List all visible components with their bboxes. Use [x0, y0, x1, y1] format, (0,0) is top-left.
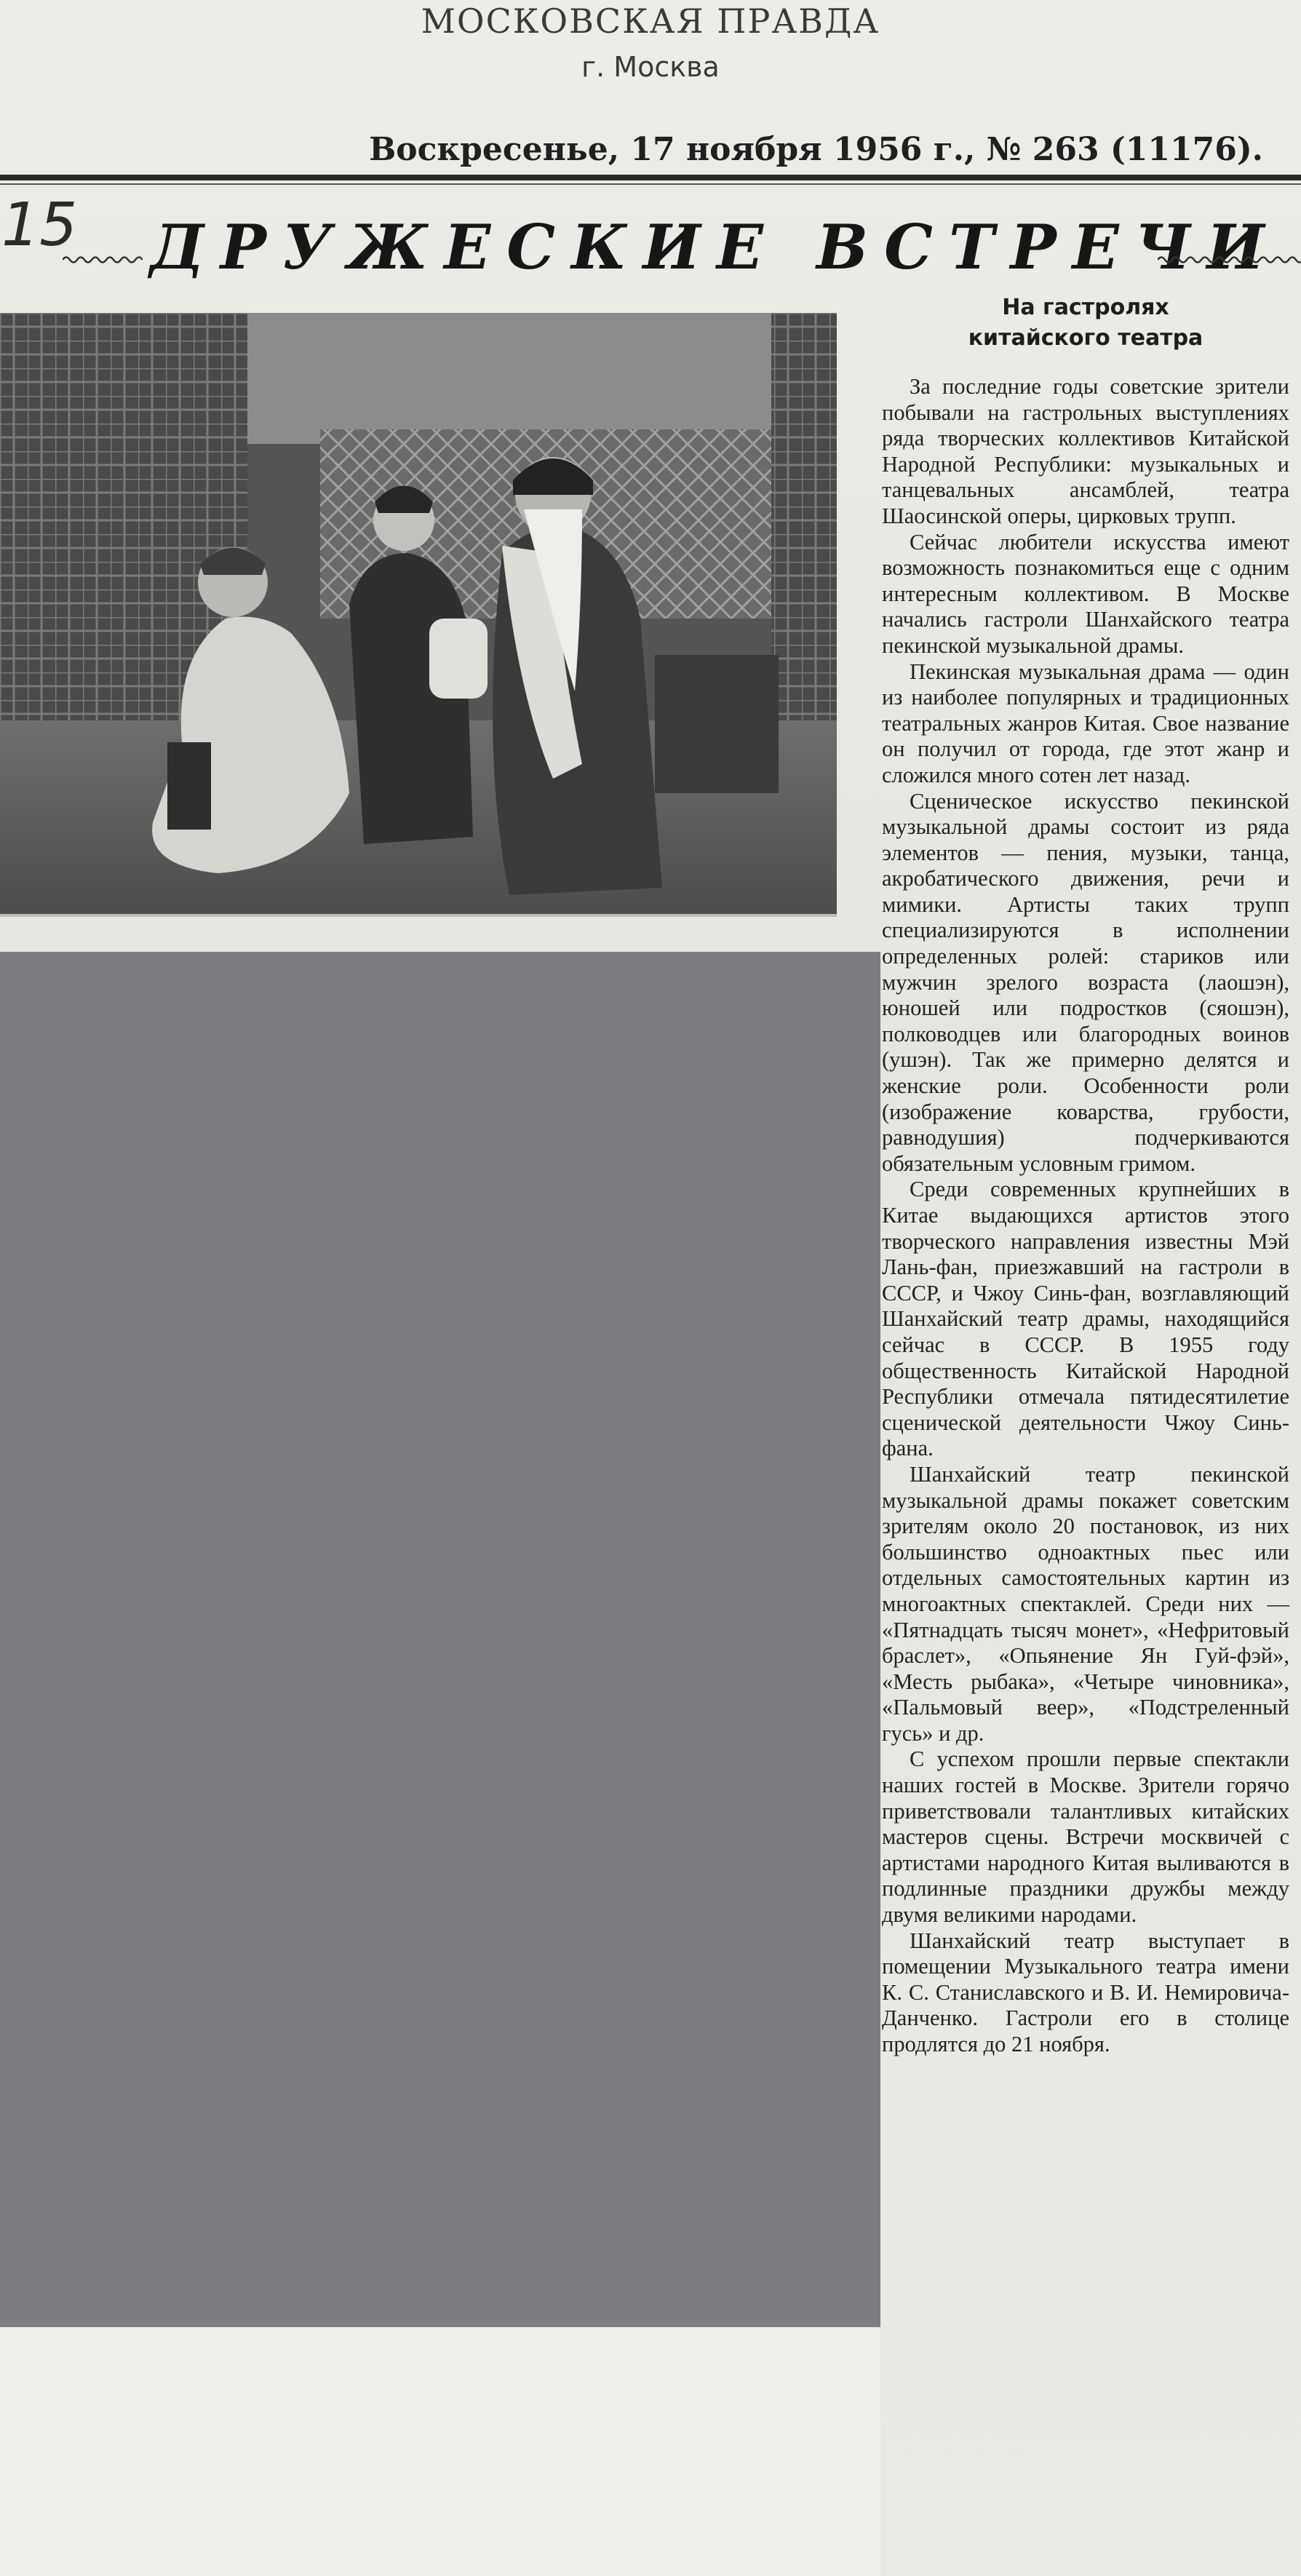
city-label: г. Москва — [581, 51, 720, 83]
masthead-rule-thick — [0, 175, 1301, 180]
headline-block — [33, 211, 1301, 291]
bottom-paper-strip — [0, 2327, 880, 2576]
article-paragraph: Шанхайский театр выступает в помещении Музыкального театра имени К. С. Станиславского и В. И. Немировича-Данченко. Гастроли его в столице продлятся до 21 ноября. — [882, 1928, 1289, 2056]
article-paragraph: Сценическое искусство пекинской музыкальной драмы состоит из ряда элементов — пения, музыки, танца, акробатического движения, речи и мимики. Артисты таких трупп специализируются в исполнении определенных ролей: стариков или мужчин зрелого возраста (лаошэн), юношей или подростков (сяошэн), полководцев или благородных воинов (ушэн). Так же примерно делятся и женские роли. Особенности роли (изображение коварства, грубости, равнодушия) подчеркиваются обязательным условным гримом. — [882, 788, 1289, 1176]
dateline: Воскресенье, 17 ноября 1956 г., № 263 (11176). — [369, 131, 1263, 168]
masthead — [0, 0, 1301, 182]
wavy-rule-left — [63, 255, 143, 265]
article-paragraph: С успехом прошли первые спектакли наших гостей в Москве. Зрители горячо приветствовали талантливых китайских мастеров сцены. Встречи москвичей с артистами народного Китая выливаются в подлинные праздники дружбы между двумя великими народами. — [882, 1746, 1289, 1928]
article-paragraph: Сейчас любители искусства имеют возможность познакомиться еще с одним интересным коллективом. В Москве начались гастроли Шанхайского театра пекинской музыкальной драмы. — [882, 529, 1289, 658]
article-body — [882, 374, 1289, 2058]
headline: ДРУЖЕСКИЕ ВСТРЕЧИ — [150, 211, 1281, 283]
grey-backing-board — [0, 952, 880, 2327]
article-column — [882, 293, 1289, 2058]
article-paragraph: Шанхайский театр пекинской музыкальной драмы покажет советским зрителям около 20 постановок, из них большинство одноактных пьес или отдельных самостоятельных картин из многоактных спектаклей. Среди них — «Пятнадцать тысяч монет», «Нефритовый браслет», «Опьянение Ян Гуй-фэй», «Месть рыбака», «Четыре чиновника», «Пальмовый веер», «Подстреленный гусь» и др. — [882, 1461, 1289, 1746]
wavy-rule-right — [1158, 255, 1301, 265]
stage-photo — [0, 313, 837, 917]
article-paragraph: За последние годы советские зрители побывали на гастрольных выступлениях ряда творческих коллективов Китайской Народной Республики: музыкальных и танцевальных ансамблей, театра Шаосинской оперы, цирковых трупп. — [882, 374, 1289, 528]
stage-photo-illustration — [0, 313, 837, 917]
masthead-rule-thin — [0, 183, 1301, 185]
handwritten-page-mark: 15 — [1, 191, 78, 260]
article-kicker: На гастролях китайского театра — [968, 295, 1203, 351]
newspaper-name: МОСКОВСКАЯ ПРАВДА — [421, 1, 880, 41]
article-paragraph: Среди современных крупнейших в Китае выдающихся артистов этого творческого направления известны Мэй Лань-фан, приезжавший на гастроли в СССР, и Чжоу Синь-фан, возглавляющий Шанхайский театр драмы, находящийся сейчас в СССР. В 1955 году общественность Китайской Народной Республики отмечала пятидесятилетие сценической деятельности Чжоу Синь-фана. — [882, 1177, 1289, 1461]
article-paragraph: Пекинская музыкальная драма — один из наиболее популярных и традиционных театральных жанров Китая. Свое название он получил от города, где этот жанр и сложился много сотен лет назад. — [882, 659, 1289, 787]
